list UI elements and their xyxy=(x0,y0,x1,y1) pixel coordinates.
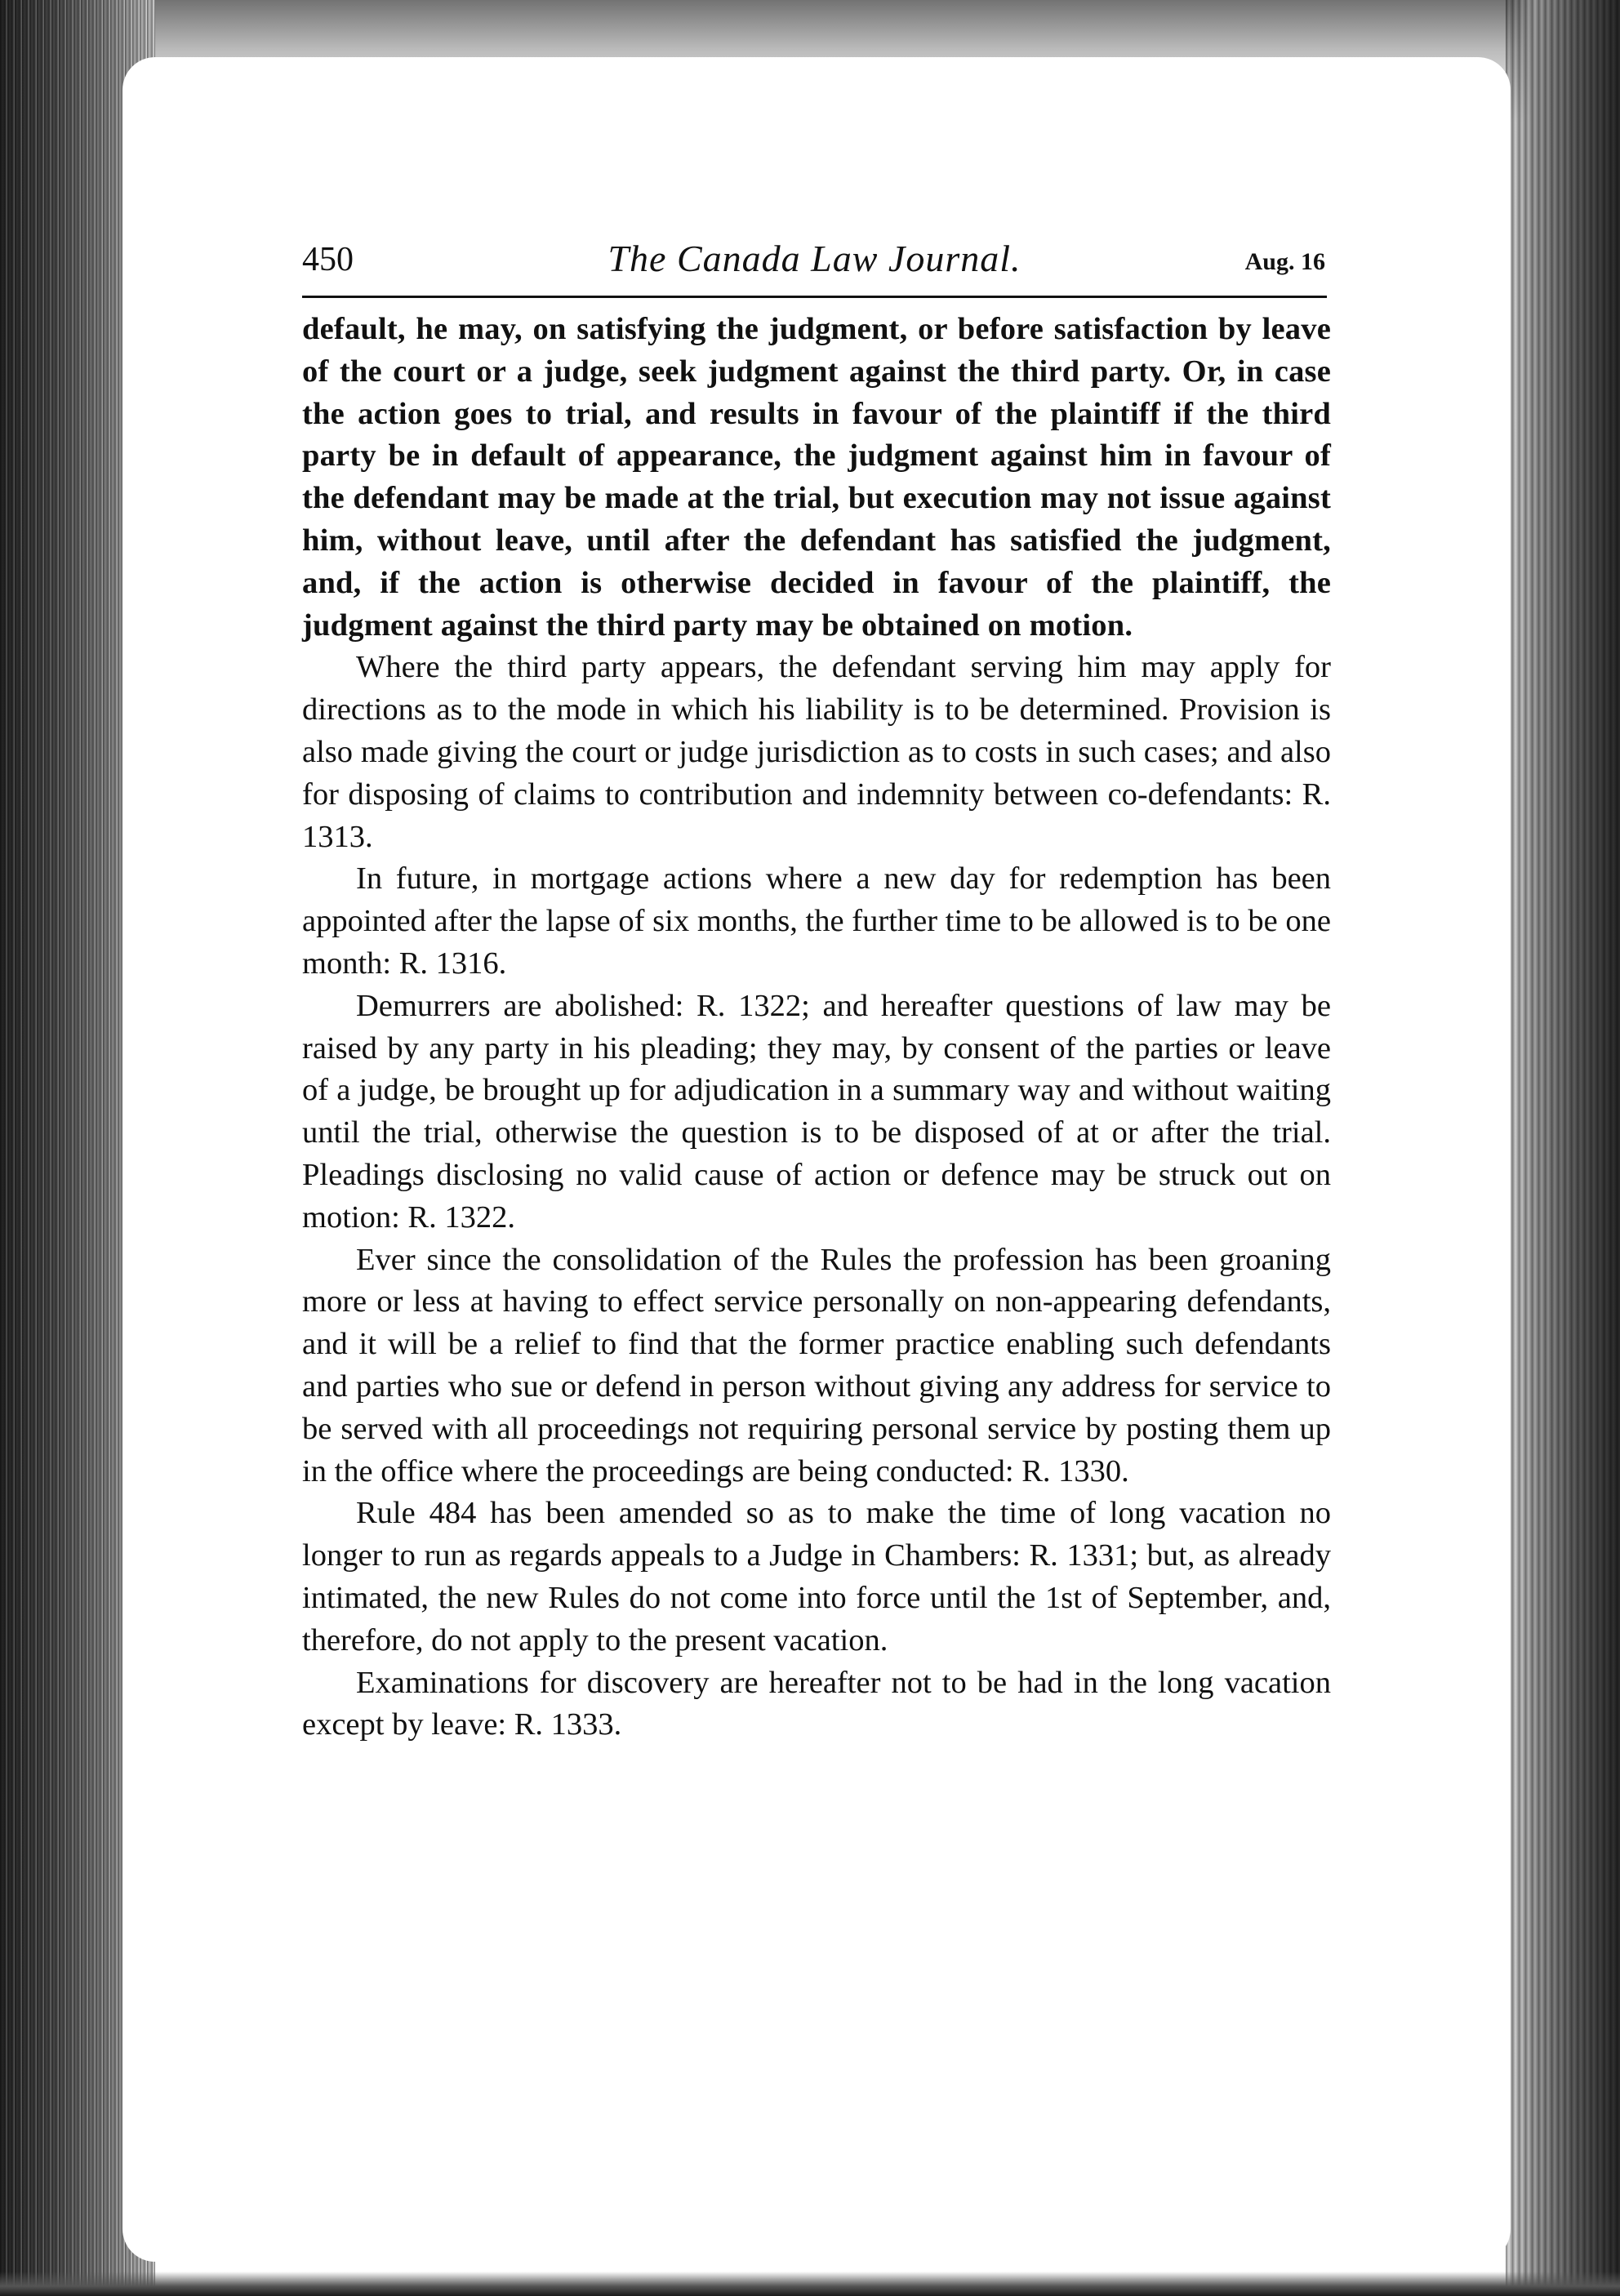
scan-edge-right xyxy=(1506,0,1620,2296)
paragraph-mortgage: In future, in mortgage actions where a new day for redemption has been appointed after the lapse of six months, the further time to be allowed is to be one month: R. 1316. xyxy=(302,861,1331,981)
scan-edge-bottom xyxy=(0,2272,1620,2296)
paragraph-discovery: Examinations for discovery are hereafter not to be had in the long vacation except by leave: R. 1333. xyxy=(302,1665,1331,1742)
journal-title: The Canada Law Journal. xyxy=(608,238,1021,279)
issue-date: Aug. 16 xyxy=(1244,248,1325,275)
paragraph-demurrers: Demurrers are abolished: R. 1322; and hereafter questions of law may be raised by any party in his pleading; they may, by consent of the parties or leave of a judge, be brought up for adjudication in a summary way and without waiting until the trial, otherwise the question is to be disposed of at or after the trial. Pleadings disclosing no valid cause of action or defence may be struck out on motion: R. 1322. xyxy=(302,988,1331,1235)
paragraph-continued: default, he may, on satisfying the judgment, or before satisfaction by leave of the court or a judge, seek judgment against the third party. Or, in case the action goes to trial, and results in favour of the plaintiff if the third party be in default of appearance, the judgment against him in favour of the defendant may be made at the trial, but execution may not issue against him, without leave, until after the defendant has satisfied the judgment, and, if the action is otherwise decided in favour of the plaintiff, the judgment against the third party may be obtained on motion. xyxy=(302,312,1331,643)
paragraph-third-party: Where the third party appears, the defendant serving him may apply for directions as to the mode in which his liability is to be determined. Provision is also made giving the court or judge jurisdiction as to costs in such cases; and also for disposing of claims to contribution and indemnity between co-defendants: R. 1313. xyxy=(302,650,1331,854)
paragraph-rule-484: Rule 484 has been amended so as to make the time of long vacation no longer to run as regards appeals to a Judge in Chambers: R. 1331; but, as already intimated, the new Rules do not come into force until the 1st of September, and, therefore, do not apply to the present vacation. xyxy=(302,1496,1331,1657)
paragraph-service: Ever since the consolidation of the Rules the profession has been groaning more or less at having to effect service personally on non-appearing defendants, and it will be a relief to find that the former practice enabling such defendants and parties who sue or defend in person without giving any address for service to be served with all proceedings not requiring personal service by posting them up in the office where the proceedings are being conducted: R. 1330. xyxy=(302,1242,1331,1488)
running-head xyxy=(302,237,1327,298)
body-text xyxy=(302,309,1331,1746)
page-number: 450 xyxy=(302,241,354,278)
